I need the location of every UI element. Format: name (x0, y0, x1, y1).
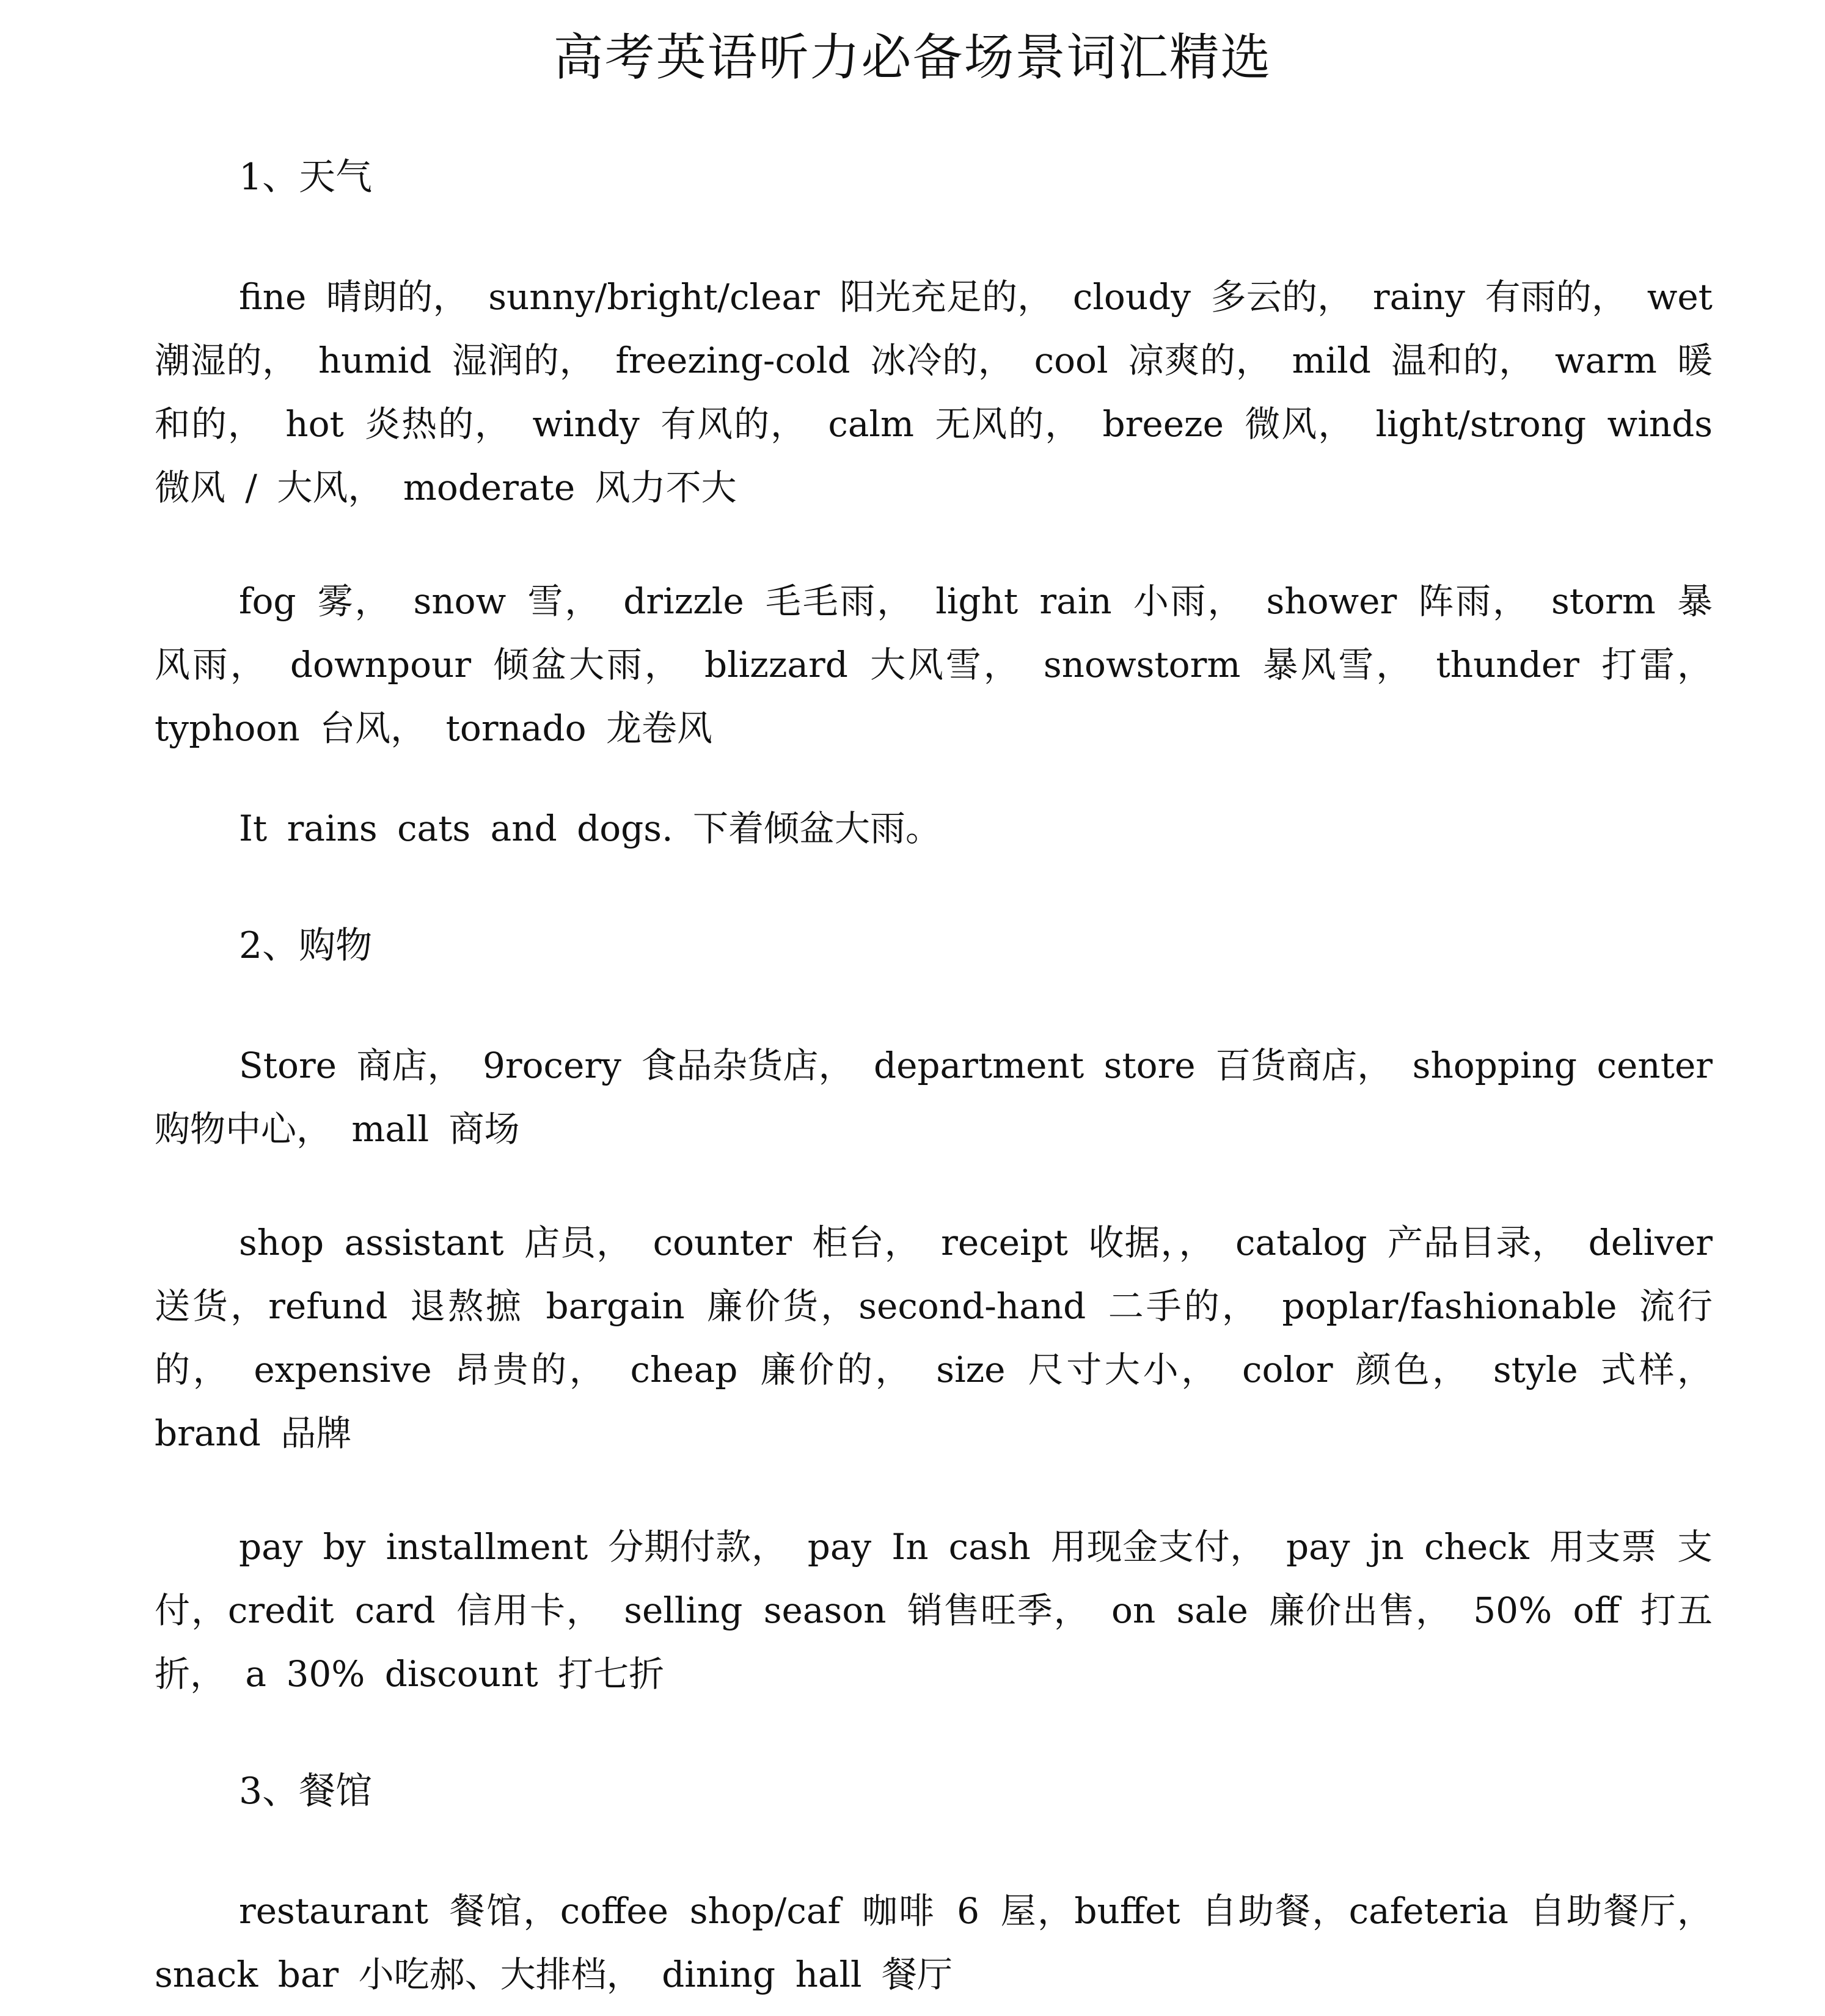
document-title: 高考英语听力必备场景词汇精选 (553, 29, 1272, 87)
section-heading-shopping: 2、购物 (239, 924, 373, 967)
shopping-paragraph-1: Store 商店， 9rocery 食品杂货店， department store 百货商店， shopping center 购物中心， mall 商场 (155, 1045, 1713, 1150)
weather-paragraph-1: fine 晴朗的， sunny/bright/clear 阳光充足的， cloudy 多云的， rainy 有雨的， wet 潮湿的， humid 湿润的， freezing-cold 冰冷的， cool 凉爽的， mild 温和的， warm 暖和的， hot 炎热的， windy 有风的， calm 无风的， breeze 微风， light/strong winds 微风 / 大风， moderate 风力不大 (155, 276, 1713, 508)
weather-paragraph-2: fog 雾， snow 雪， drizzle 毛毛雨， light rain 小雨， shower 阵雨， storm 暴 风雨， downpour 倾盆大雨， blizzard 大风雪， snowstorm 暴风雪， thunder 打雷， typhoon 台风， tornado 龙卷风 (155, 580, 1713, 749)
document-body (155, 153, 1713, 2006)
weather-paragraph-3: It rains cats and dogs. 下着倾盆大雨。 (239, 808, 941, 849)
section-heading-restaurant: 3、餐馆 (239, 1770, 373, 1813)
shopping-paragraph-3: pay by installment 分期付款， pay In cash 用现金支付， pay jn check 用支票 支付，credit card 信用卡， selling season 销售旺季， on sale 廉价出售， 50% off 打五折， a 30% discount 打七折 (155, 1526, 1713, 1695)
shopping-paragraph-2: shop assistant 店员， counter 柜台， receipt 收据，， catalog 产品目录， deliver 送货，refund 退熬摭 bargain 廉价货，second-hand 二手的， poplar/fashionable 流行的， expensive 昂贵的， cheap 廉价的， size 尺寸大小， color 颜色， style 式样， brand 品牌 (155, 1222, 1713, 1454)
section-heading-weather: 1、天气 (239, 156, 373, 199)
restaurant-paragraph-1: restaurant 餐馆，coffee shop/caf 咖啡 6 屋，buffet 自助餐，cafeteria 自助餐厅， snack bar 小吃郝、大排档， dining hall 餐厅 (155, 1890, 1713, 1995)
